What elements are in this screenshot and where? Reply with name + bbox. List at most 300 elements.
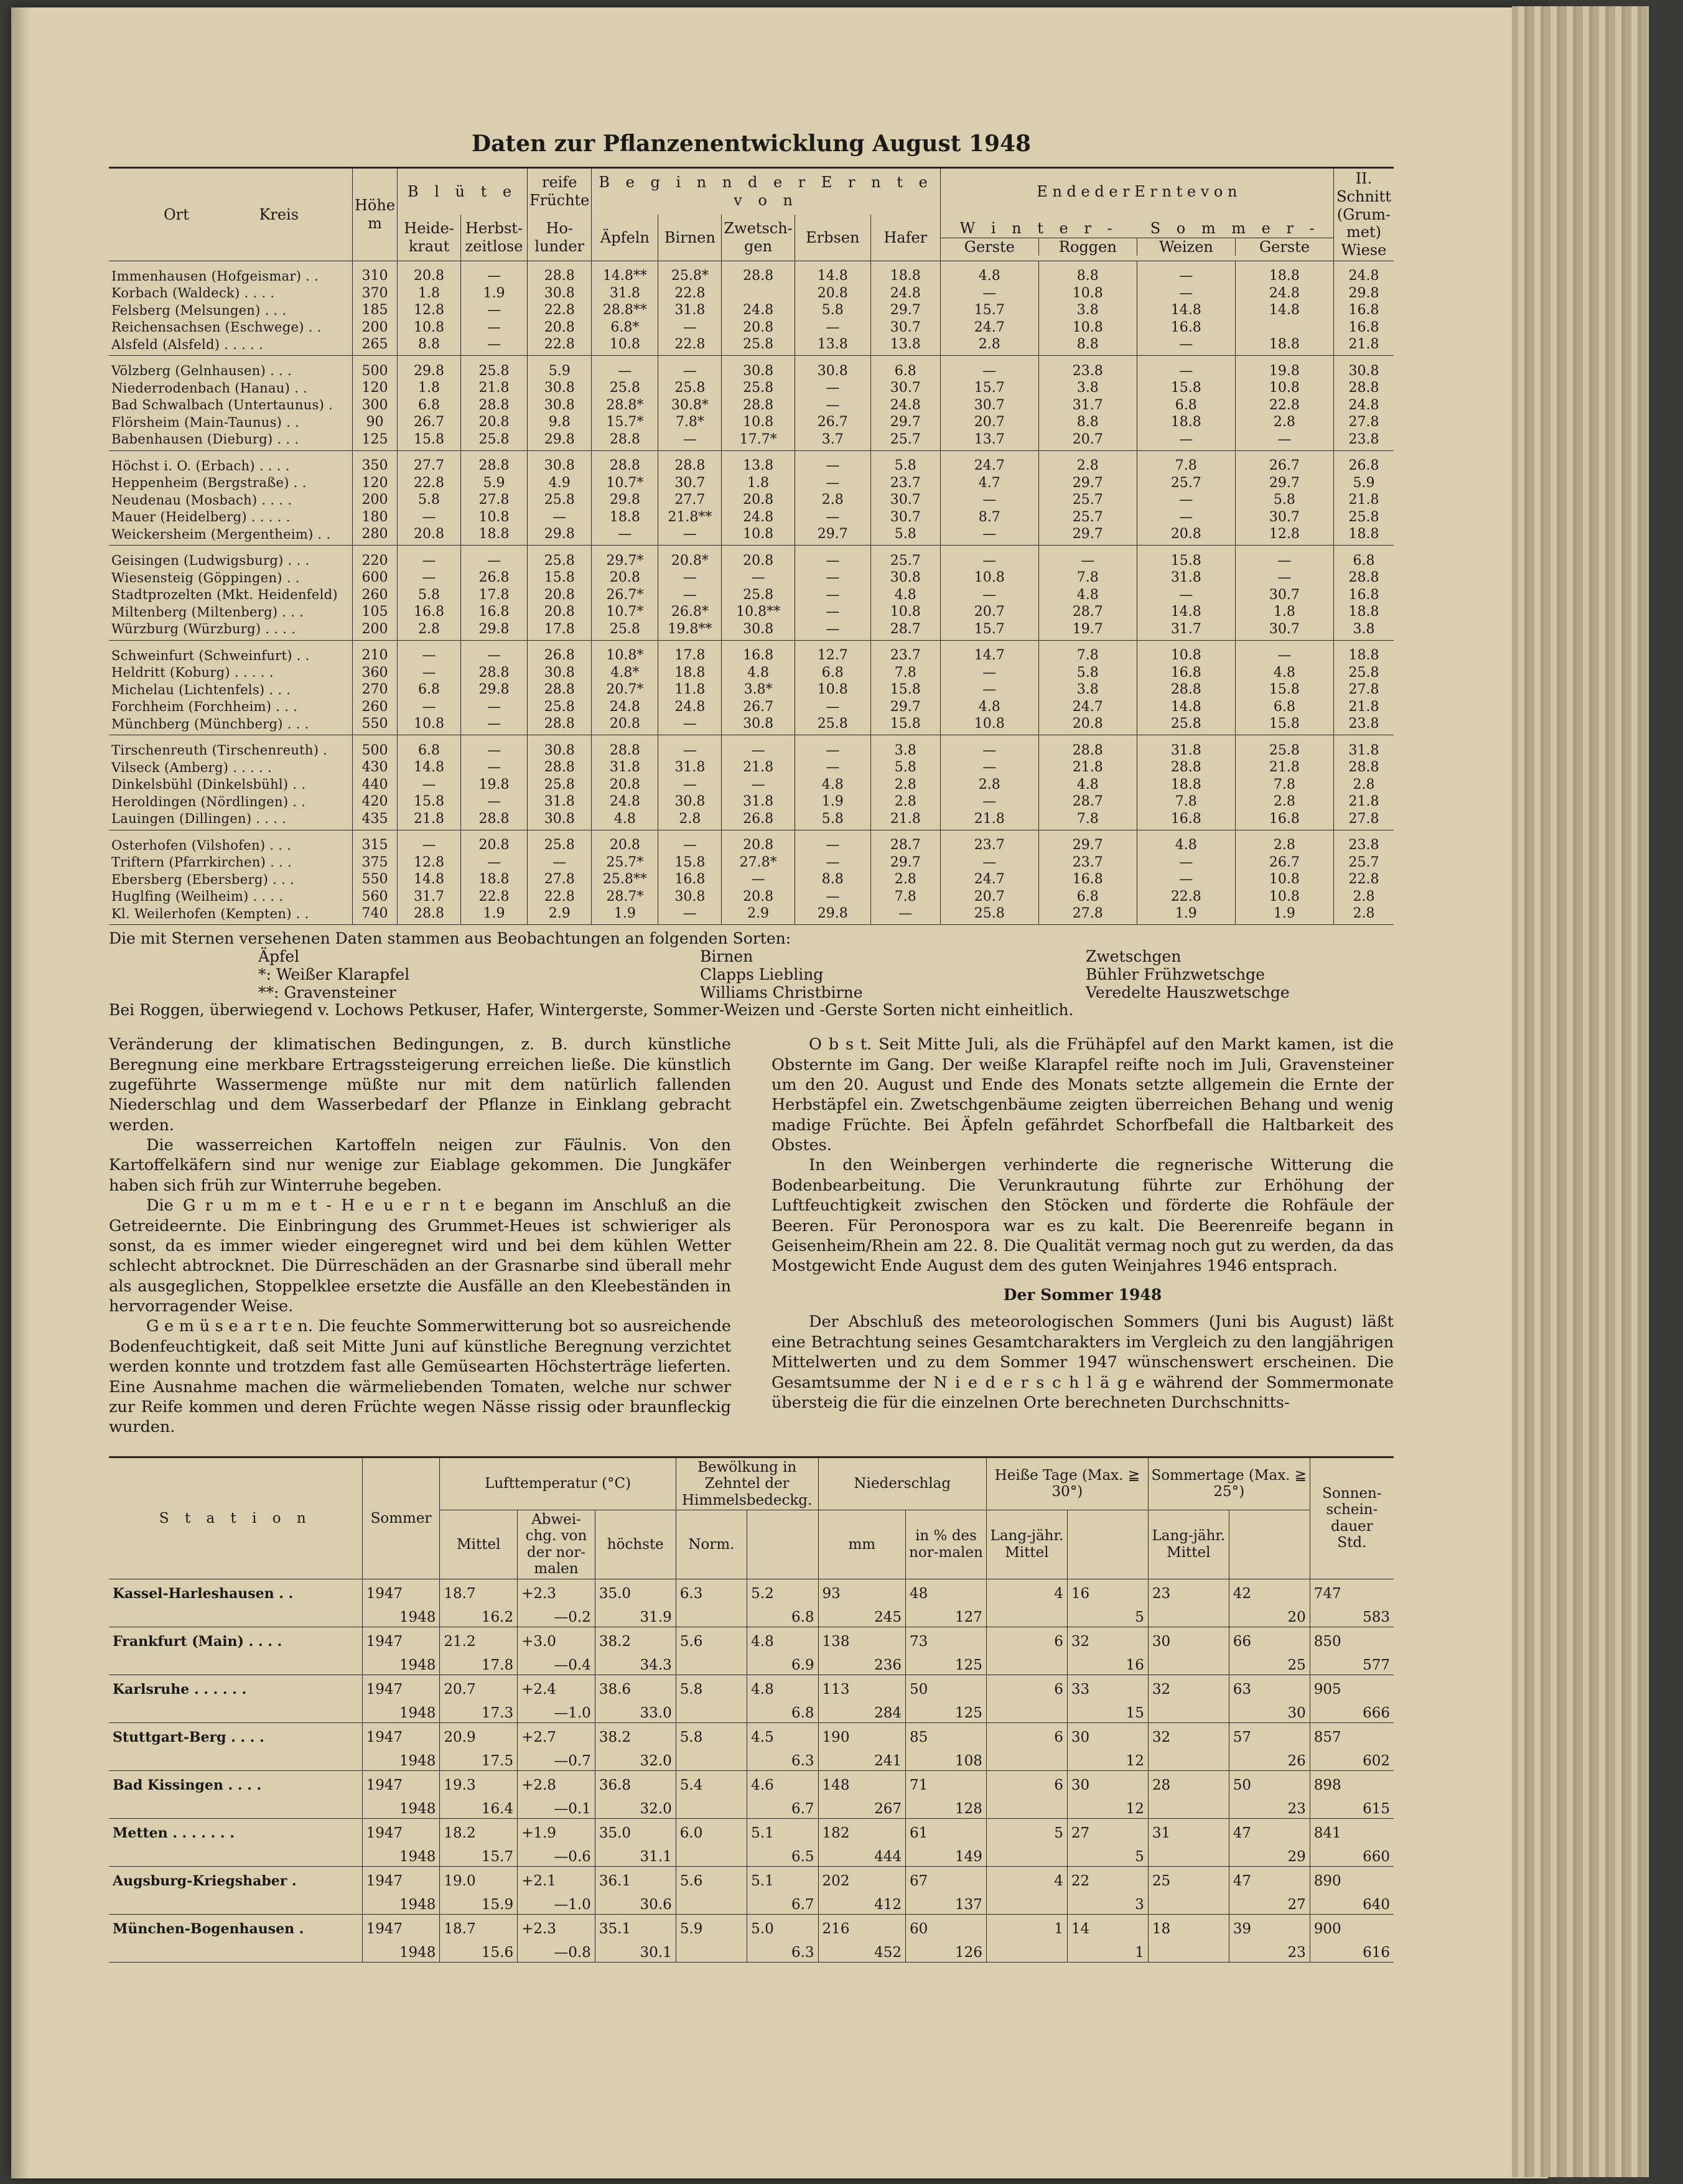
table-cell: 22.8 xyxy=(1137,888,1235,905)
table-cell: 24.7 xyxy=(1038,698,1137,715)
table-cell xyxy=(109,1605,362,1627)
table-cell: 202 xyxy=(818,1866,905,1893)
table-cell: 28.8 xyxy=(592,430,658,450)
table-cell xyxy=(676,1797,747,1819)
table-row xyxy=(109,356,1394,379)
table-cell xyxy=(676,1893,747,1915)
paragraph: Veränderung der klimatischen Bedingungen, z. B. durch künstliche Beregnung eine merkbare Ertragssteigerung erreichen ließe. Die künstlich zugeführte Wassermenge müßte nur mit dem natürlich fallenden Niederschlag und dem Wasserbedarf der Pflanze in Einklang gebracht werden. xyxy=(109,1035,731,1135)
table-cell: 20.8 xyxy=(722,318,795,336)
table-cell: 29.8 xyxy=(461,620,528,640)
table-cell: 16.8 xyxy=(1334,318,1394,336)
station-name-cell: Karlsruhe . . . . . . xyxy=(113,1681,247,1698)
table-cell: 5.6 xyxy=(676,1866,747,1893)
station-name-cell: Kl. Weilerhofen (Kempten) . . xyxy=(111,906,309,921)
table-cell: 190 xyxy=(818,1722,905,1749)
table-cell: 48 xyxy=(905,1579,986,1605)
table-cell: 28.7* xyxy=(592,888,658,905)
table-row xyxy=(109,664,1394,681)
table-cell: — xyxy=(398,830,461,853)
table-cell: 21.8 xyxy=(1334,336,1394,356)
table-cell: 640 xyxy=(1310,1893,1394,1915)
table-cell: 10.8 xyxy=(398,715,461,735)
table-cell: 14.8 xyxy=(1137,698,1235,715)
station-name-cell: Miltenberg (Miltenberg) . . . xyxy=(111,604,304,620)
station-name-cell: Dinkelsbühl (Dinkelsbühl) . . xyxy=(111,777,306,792)
table-cell: 6.8 xyxy=(1137,396,1235,414)
table-cell: +2.3 xyxy=(518,1914,595,1941)
table-cell: 26.8 xyxy=(528,640,592,664)
table-cell: 10.8 xyxy=(592,336,658,356)
table-cell: 616 xyxy=(1310,1941,1394,1963)
table-cell: 12 xyxy=(1067,1797,1148,1819)
table-cell xyxy=(1148,1701,1229,1723)
table-cell: 22.8 xyxy=(658,284,722,302)
table-cell: 16.8 xyxy=(1235,810,1333,830)
table-cell: 60 xyxy=(905,1914,986,1941)
table-cell: 31.1 xyxy=(595,1845,676,1867)
table-cell: 10.8 xyxy=(398,318,461,336)
table-cell: 5.1 xyxy=(747,1866,818,1893)
table-row xyxy=(109,1818,1394,1845)
table-cell: 10.8** xyxy=(722,603,795,621)
table-cell: 5.9 xyxy=(676,1914,747,1941)
table-row xyxy=(109,414,1394,431)
table-cell: 13.8 xyxy=(870,336,940,356)
table-cell: 31.7 xyxy=(1137,620,1235,640)
table-cell xyxy=(1148,1845,1229,1867)
paragraph: In den Weinbergen verhinderte die regnerische Witterung die Bodenbearbeitung. Die Verunkrautung führte zur Erhöhung der Luftfeuchtigkeit zwischen den Stöcken und förderte die Rohfäule der Beeren. Für Peronospora war es zu kalt. Die Beerenreife begann in Geisenheim/Rhein am 22. 8. Die Qualität vermag noch gut zu werden, da das Mostgewicht Ende August dem des guten Weinjahres 1946 entsprach. xyxy=(772,1156,1394,1276)
table-cell: 24.8 xyxy=(658,698,722,715)
table-cell: 5.9 xyxy=(1334,474,1394,491)
table-cell: 1.8 xyxy=(1235,603,1333,621)
table-cell: 21.8 xyxy=(461,379,528,397)
article-right-column xyxy=(772,1034,1394,1438)
table-cell: 17.8 xyxy=(658,640,722,664)
table-cell: 16.8 xyxy=(1334,586,1394,603)
table-row xyxy=(109,640,1394,664)
table-cell: 260 xyxy=(353,586,398,603)
col-sommertage-langj: Lang-jähr. Mittel xyxy=(1148,1510,1229,1579)
table-cell: 1948 xyxy=(362,1941,440,1963)
station-name-cell: Neudenau (Mosbach) . . . . xyxy=(111,492,292,508)
col-ort-kreis: Ort Kreis xyxy=(164,205,299,223)
notes-plum-1: Bühler Frühzwetschge xyxy=(1086,965,1265,983)
table-cell: 1.9 xyxy=(461,284,528,302)
table-cell: 1.8 xyxy=(398,379,461,397)
table-cell: 28.8 xyxy=(461,810,528,830)
table-cell: +2.7 xyxy=(518,1722,595,1749)
table-cell: — xyxy=(795,759,870,776)
table-cell: 16.8 xyxy=(1137,810,1235,830)
table-cell: — xyxy=(658,830,722,853)
table-cell xyxy=(109,1701,362,1723)
table-cell: 5.1 xyxy=(747,1818,818,1845)
table-cell: 32 xyxy=(1067,1627,1148,1653)
table-cell: 12.8 xyxy=(398,853,461,871)
table-cell: 27 xyxy=(1067,1818,1148,1845)
table-cell: — xyxy=(461,853,528,871)
table-cell: — xyxy=(795,586,870,603)
table-cell: 15.8 xyxy=(1137,546,1235,569)
station-name-cell: Frankfurt (Main) . . . . xyxy=(113,1633,282,1650)
table-cell: — xyxy=(940,681,1038,699)
table-cell: 15.8 xyxy=(870,715,940,735)
table-cell: 905 xyxy=(1310,1675,1394,1701)
paragraph: G e m ü s e a r t e n. Die feuchte Sommerwitterung bot so ausreichende Bodenfeuchtigkeit, daß seit Mitte Juni auf künstliche Beregnung verzichtet werden konnte und trotzdem fast alle Gemüsearten Höchsterträge lieferten. Eine Ausnahme machen die wärmeliebenden Tomaten, welche nur schwer zur Reife kommen und deren Früchte wegen Nässe rissig oder braunfleckig wurden. xyxy=(109,1317,731,1437)
table-cell: 600 xyxy=(353,569,398,587)
table-cell: — xyxy=(1137,336,1235,356)
table-row xyxy=(109,1797,1394,1819)
table-cell: 25.8 xyxy=(722,586,795,603)
table-cell: 16 xyxy=(1067,1653,1148,1675)
station-name-cell: Huglfing (Weilheim) . . . . xyxy=(111,889,284,904)
table-cell: 5.4 xyxy=(676,1770,747,1797)
table-cell: 22.8 xyxy=(528,888,592,905)
table-cell xyxy=(109,1893,362,1915)
table-row xyxy=(109,569,1394,587)
table-cell: 38.6 xyxy=(595,1675,676,1701)
table-cell: 15.7 xyxy=(940,379,1038,397)
table-cell: 113 xyxy=(818,1675,905,1701)
table-cell: 2.8 xyxy=(795,491,870,509)
table-cell: 31.7 xyxy=(398,888,461,905)
table-cell: — xyxy=(795,853,870,871)
table-cell: 30.8 xyxy=(722,356,795,379)
table-row xyxy=(109,793,1394,811)
col-hoechste: höchste xyxy=(595,1510,676,1579)
table-cell: 500 xyxy=(353,356,398,379)
table-cell xyxy=(676,1845,747,1867)
table-cell: 577 xyxy=(1310,1653,1394,1675)
table-cell: 26.7 xyxy=(1235,853,1333,871)
table-cell: 20.8 xyxy=(592,776,658,793)
station-name-cell: Stuttgart-Berg . . . . xyxy=(113,1729,264,1745)
table-cell: 30.8 xyxy=(870,569,940,587)
table-cell xyxy=(676,1941,747,1963)
table-cell: 28.8 xyxy=(461,664,528,681)
col-erbsen: Erbsen xyxy=(795,215,870,261)
table-cell: 5 xyxy=(986,1818,1067,1845)
table-cell: 14.8 xyxy=(398,759,461,776)
table-cell: 29.7 xyxy=(870,302,940,319)
table-cell: 21.8 xyxy=(870,810,940,830)
table-cell: 10.8 xyxy=(461,508,528,526)
table-cell: 31.8 xyxy=(1137,735,1235,759)
table-cell: 28.8 xyxy=(592,735,658,759)
table-cell: 27.8 xyxy=(1334,810,1394,830)
table-row xyxy=(109,261,1394,284)
table-cell: — xyxy=(528,508,592,526)
table-cell: 67 xyxy=(905,1866,986,1893)
table-cell: 6.8 xyxy=(1334,546,1394,569)
table-cell: 21.8 xyxy=(722,759,795,776)
table-row xyxy=(109,1845,1394,1867)
table-cell: 10.8 xyxy=(1038,284,1137,302)
table-cell: 747 xyxy=(1310,1579,1394,1605)
table-cell: — xyxy=(940,664,1038,681)
table-cell: 5.9 xyxy=(528,356,592,379)
table-cell: 5.8 xyxy=(1038,664,1137,681)
table-row xyxy=(109,474,1394,491)
table-cell: 15.8 xyxy=(658,853,722,871)
table-cell: 20.8 xyxy=(722,888,795,905)
table-cell: 30.6 xyxy=(595,1893,676,1915)
station-group xyxy=(109,356,1394,451)
table-cell: — xyxy=(658,905,722,925)
page-gutter xyxy=(11,7,30,2178)
table-cell: 10.8 xyxy=(870,603,940,621)
table-row xyxy=(109,715,1394,735)
table-cell: — xyxy=(461,336,528,356)
table-cell: 66 xyxy=(1229,1627,1310,1653)
table-cell: 300 xyxy=(353,396,398,414)
table-cell: 6.8 xyxy=(747,1701,818,1723)
table-cell: 20.7 xyxy=(440,1675,518,1701)
table-cell: 10.8 xyxy=(795,681,870,699)
table-cell: 2.9 xyxy=(528,905,592,925)
table-cell: 3.8 xyxy=(870,735,940,759)
table-cell: 241 xyxy=(818,1749,905,1771)
table-cell: — xyxy=(1038,546,1137,569)
table-cell: 3.8 xyxy=(1038,379,1137,397)
table-row xyxy=(109,508,1394,526)
col-hafer: Hafer xyxy=(870,215,940,261)
table-cell: 6.0 xyxy=(676,1818,747,1845)
table-cell: 25.8 xyxy=(1334,508,1394,526)
table-cell: 22.8 xyxy=(1334,871,1394,888)
col-group-reife: reife Früchte xyxy=(528,168,592,215)
table-cell: 12 xyxy=(1067,1749,1148,1771)
table-row xyxy=(109,905,1394,925)
table-cell: 452 xyxy=(818,1941,905,1963)
table-cell: 31.8 xyxy=(1137,569,1235,587)
table-cell: 14.8 xyxy=(1137,603,1235,621)
table-cell: 24.8 xyxy=(1334,396,1394,414)
table-cell: 30.7 xyxy=(870,318,940,336)
table-cell: 6 xyxy=(986,1770,1067,1797)
table-cell: 73 xyxy=(905,1627,986,1653)
table-row xyxy=(109,759,1394,776)
table-cell: 21.8** xyxy=(658,508,722,526)
variety-notes xyxy=(109,930,1394,1020)
table-cell: — xyxy=(1235,569,1333,587)
table-cell: 25.8 xyxy=(658,379,722,397)
table-cell: 660 xyxy=(1310,1845,1394,1867)
table-cell xyxy=(1148,1605,1229,1627)
table-cell: 29.8 xyxy=(795,905,870,925)
table-cell: — xyxy=(795,735,870,759)
table-cell: 29 xyxy=(1229,1845,1310,1867)
station-name-cell: Osterhofen (Vilshofen) . . . xyxy=(111,837,292,853)
table-cell: 1947 xyxy=(362,1675,440,1701)
table-cell: 28 xyxy=(1148,1770,1229,1797)
table-cell: 550 xyxy=(353,715,398,735)
table-cell: 1.8 xyxy=(722,474,795,491)
table-cell xyxy=(676,1701,747,1723)
table-cell: 26.8 xyxy=(461,569,528,587)
table-cell: — xyxy=(658,356,722,379)
table-cell: 6 xyxy=(986,1627,1067,1653)
table-cell: 20.8 xyxy=(1137,526,1235,546)
table-cell: 31.8 xyxy=(658,302,722,319)
table-cell: 1947 xyxy=(362,1914,440,1941)
table-cell: 10.8 xyxy=(1038,318,1137,336)
table-cell: 47 xyxy=(1229,1866,1310,1893)
col-mittel: Mittel xyxy=(440,1510,518,1579)
table-cell: 5.8 xyxy=(676,1675,747,1701)
station-name-cell: Metten . . . . . . . xyxy=(113,1824,235,1841)
table-cell: 350 xyxy=(353,450,398,474)
table-cell: 21.2 xyxy=(440,1627,518,1653)
table-cell: 5.8 xyxy=(795,302,870,319)
table-cell: — xyxy=(795,830,870,853)
table-cell: 20.7 xyxy=(1038,430,1137,450)
table-cell: 500 xyxy=(353,735,398,759)
table-cell: 8.8 xyxy=(1038,261,1137,284)
table-cell: 20.8 xyxy=(528,603,592,621)
table-cell: 18.2 xyxy=(440,1818,518,1845)
table-cell: +2.1 xyxy=(518,1866,595,1893)
table-cell: — xyxy=(795,698,870,715)
table-cell: — xyxy=(398,698,461,715)
table-cell: 10.8 xyxy=(1137,640,1235,664)
table-cell: 28.8 xyxy=(528,759,592,776)
table-cell: 29.7 xyxy=(870,698,940,715)
table-cell: — xyxy=(658,526,722,546)
table-cell: 550 xyxy=(353,871,398,888)
table-cell: — xyxy=(461,640,528,664)
table-cell: 857 xyxy=(1310,1722,1394,1749)
table-cell: 28.8 xyxy=(722,396,795,414)
table-cell: 23 xyxy=(1229,1941,1310,1963)
table-row xyxy=(109,810,1394,830)
table-cell: 5.8 xyxy=(870,526,940,546)
table-row xyxy=(109,430,1394,450)
table-cell xyxy=(1148,1653,1229,1675)
col-group-sommertage: Sommertage (Max. ≧ 25°) xyxy=(1148,1457,1310,1510)
table-cell: 14.8 xyxy=(1137,302,1235,319)
table-cell: 10.8* xyxy=(592,640,658,664)
table-cell: 602 xyxy=(1310,1749,1394,1771)
table-cell: 850 xyxy=(1310,1627,1394,1653)
table-cell: 22 xyxy=(1067,1866,1148,1893)
section-heading: Der Sommer 1948 xyxy=(1003,1285,1162,1304)
table-row xyxy=(109,871,1394,888)
table-cell: 24.8 xyxy=(592,793,658,811)
table-cell: 19.8 xyxy=(1235,356,1333,379)
col-group-bluete: B l ü t e xyxy=(398,168,528,215)
col-schnitt: II. Schnitt (Grum-met) Wiese xyxy=(1334,168,1394,261)
table-cell: 6 xyxy=(986,1722,1067,1749)
paragraph: Die wasserreichen Kartoffeln neigen zur Fäulnis. Von den Kartoffelkäfern sind nur wenige zur Eiablage gekommen. Die Jungkäfer haben sich früh zur Winterruhe begeben. xyxy=(109,1136,731,1195)
table-cell: 14.8 xyxy=(795,261,870,284)
table-cell: 30.8 xyxy=(528,450,592,474)
station-name-cell: Forchheim (Forchheim) . . . xyxy=(111,699,298,715)
col-aepfeln: Äpfeln xyxy=(592,215,658,261)
table-cell: — xyxy=(795,450,870,474)
table-cell: 20.8 xyxy=(528,586,592,603)
table-cell: 14.8** xyxy=(592,261,658,284)
table-cell: — xyxy=(1137,853,1235,871)
table-cell: 19.8 xyxy=(461,776,528,793)
table-cell: 18.8 xyxy=(461,526,528,546)
table-cell: 28.7 xyxy=(1038,793,1137,811)
table-cell: 28.8 xyxy=(528,715,592,735)
table-cell: 20.7* xyxy=(592,681,658,699)
table-cell: 20.8 xyxy=(398,261,461,284)
table-cell: 14.8 xyxy=(1235,302,1333,319)
table-cell: — xyxy=(461,261,528,284)
table-cell: 17.8 xyxy=(461,586,528,603)
table-cell: 31.8 xyxy=(592,759,658,776)
table-cell: — xyxy=(1137,261,1235,284)
table-cell: 1.9 xyxy=(1137,905,1235,925)
table-cell: +1.9 xyxy=(518,1818,595,1845)
table-row xyxy=(109,1893,1394,1915)
table-cell: 38.2 xyxy=(595,1722,676,1749)
table-cell: 29.7 xyxy=(1038,474,1137,491)
table-cell: 19.7 xyxy=(1038,620,1137,640)
table-cell: 25.7 xyxy=(1334,853,1394,871)
table-cell: 2.8 xyxy=(870,793,940,811)
table-cell: 47 xyxy=(1229,1818,1310,1845)
table-cell: 23.8 xyxy=(1334,830,1394,853)
table-cell: 15.8 xyxy=(1137,379,1235,397)
table-cell: 16.4 xyxy=(440,1797,518,1819)
table-cell: 4.8 xyxy=(870,586,940,603)
table-cell: 5.8 xyxy=(870,759,940,776)
table-cell xyxy=(109,1845,362,1867)
table-row xyxy=(109,1941,1394,1963)
station-name-cell: Triftern (Pfarrkirchen) . . . xyxy=(111,855,292,870)
table-cell: 6.3 xyxy=(747,1749,818,1771)
station-group xyxy=(109,546,1394,641)
table-cell: 4 xyxy=(986,1579,1067,1605)
table-cell: 18.8 xyxy=(658,664,722,681)
summer-climate-table xyxy=(109,1456,1394,1963)
table-cell: 105 xyxy=(353,603,398,621)
table-cell: — xyxy=(940,491,1038,509)
table-cell: 25.8 xyxy=(722,336,795,356)
table-cell xyxy=(1148,1941,1229,1963)
table-cell: 10.7* xyxy=(592,474,658,491)
table-cell: 30.8* xyxy=(658,396,722,414)
station-name-cell: Weickersheim (Mergentheim) . . xyxy=(111,526,331,542)
table-cell: 666 xyxy=(1310,1701,1394,1723)
table-cell: 31.8 xyxy=(658,759,722,776)
table-cell: 4.5 xyxy=(747,1722,818,1749)
table-cell: — xyxy=(795,318,870,336)
table-cell: 30.7 xyxy=(940,396,1038,414)
table-cell: 19.3 xyxy=(440,1770,518,1797)
table-cell: 270 xyxy=(353,681,398,699)
table-cell: 33.0 xyxy=(595,1701,676,1723)
table-cell: 29.8 xyxy=(528,430,592,450)
table-cell: 39 xyxy=(1229,1914,1310,1941)
table-cell: 3.7 xyxy=(795,430,870,450)
col-group-bewoelkung: Bewölkung in Zehntel der Himmelsbedeckg. xyxy=(676,1457,818,1510)
table-cell: — xyxy=(461,318,528,336)
paragraph: Die G r u m m e t - H e u e r n t e begann im Anschluß an die Getreideernte. Die Einbringung des Grummet-Heues ist schwieriger als sonst, da es immer wieder eingeregnet wird und bei dem kühlen Wetter schlecht abtrocknet. Die Dürreschäden an der Grasnarbe sind überall mehr als ausgeglichen, Stoppelklee ersetzte die Ausfälle an den Kleebeständen in hervorragender Weise. xyxy=(109,1196,731,1316)
table-cell: 29.7 xyxy=(870,414,940,431)
table-cell: 4.8 xyxy=(1038,776,1137,793)
table-cell: 15.8 xyxy=(870,681,940,699)
table-cell: — xyxy=(940,526,1038,546)
table-cell: — xyxy=(658,586,722,603)
table-cell: — xyxy=(940,586,1038,603)
table-cell: — xyxy=(1137,586,1235,603)
table-cell: 841 xyxy=(1310,1818,1394,1845)
